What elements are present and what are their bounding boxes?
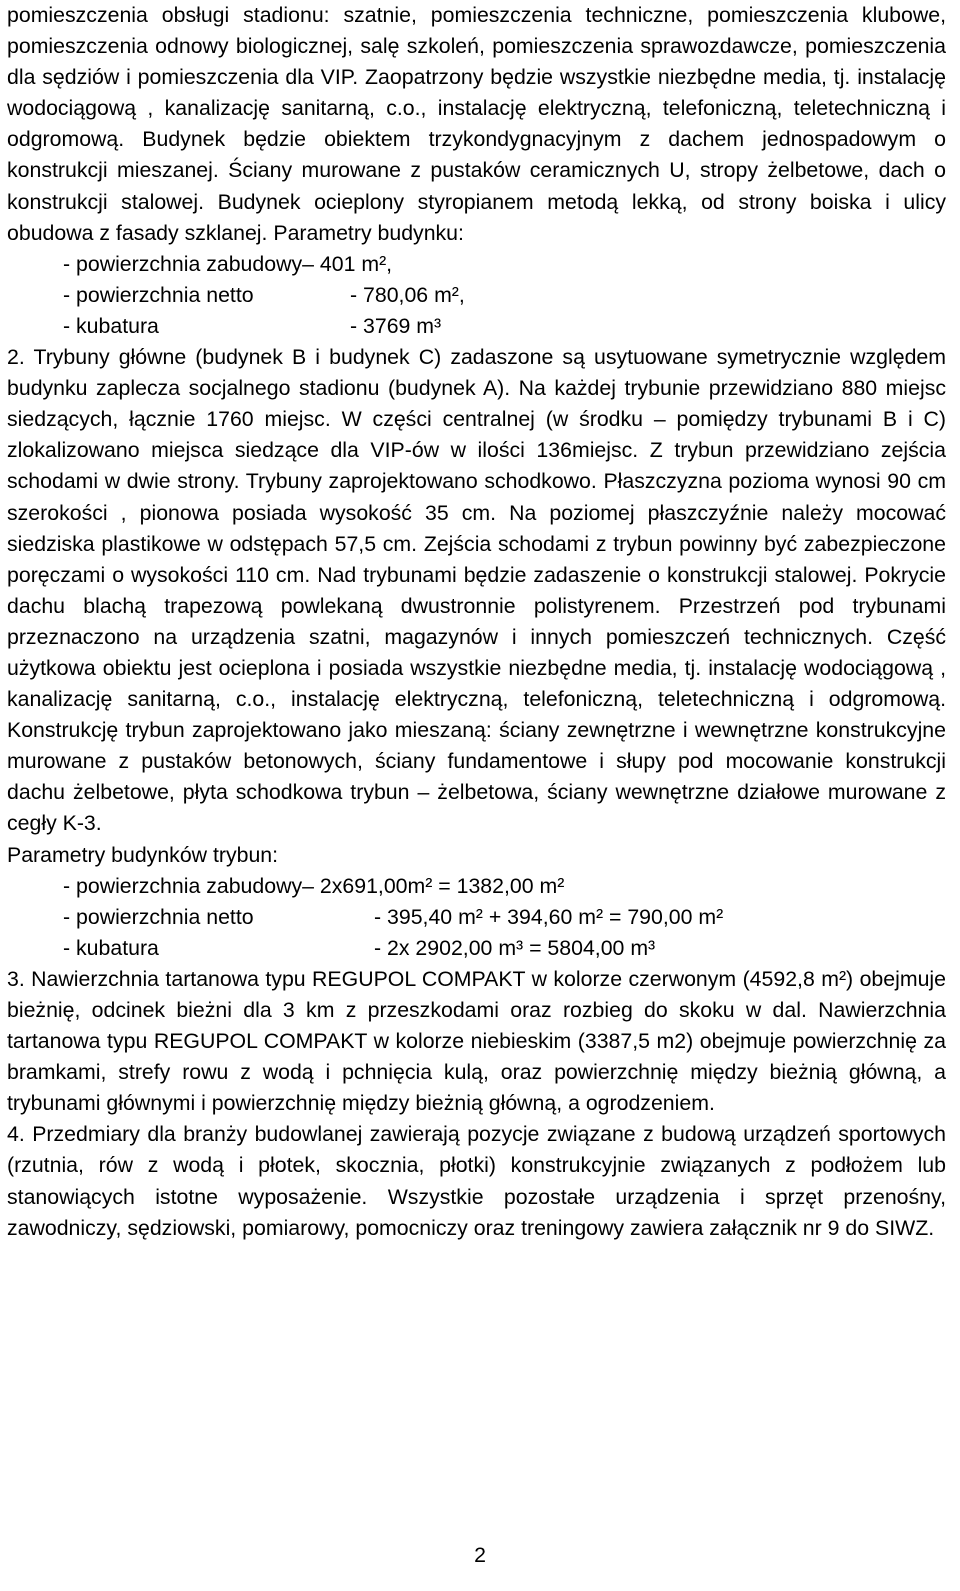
param-value: – 401 m², bbox=[302, 251, 393, 276]
grandstand-parameters-title: Parametry budynków trybun: bbox=[7, 842, 279, 867]
paragraph-bill-of-quantities: 4. Przedmiary dla branży budowlanej zawierają pozycje związane z budową urządzeń sportowych (rzutnia, rów z wodą i płotek, skocznia, płotki) konstrukcyjnie związanych z podłożem lub stanowiących istotne wyposażenie. Wszystkie pozostałe urządzenia i sprzęt przenośny, zawodniczy, sędziowski, pomiarowy, pomocniczy oraz treningowy zawiera załącznik nr 9 do SIWZ. bbox=[7, 1122, 946, 1240]
page-number: 2 bbox=[474, 1543, 486, 1567]
param-label: - powierzchnia zabudowy bbox=[63, 251, 303, 276]
param-row bbox=[7, 933, 946, 964]
param-value: - 2x 2902,00 m³ = 5804,00 m³ bbox=[374, 935, 656, 960]
param-value: – 2x691,00m² = 1382,00 m² bbox=[302, 873, 565, 898]
building-a-parameters bbox=[7, 249, 946, 342]
param-value: - 780,06 m², bbox=[350, 282, 465, 307]
param-label: - kubatura bbox=[63, 935, 159, 960]
param-row bbox=[7, 871, 946, 902]
param-value: - 395,40 m² + 394,60 m² = 790,00 m² bbox=[374, 904, 724, 929]
grandstand-parameters bbox=[7, 871, 946, 964]
param-row bbox=[7, 280, 946, 311]
paragraph-stadium-facilities: pomieszczenia obsługi stadionu: szatnie, pomieszczenia techniczne, pomieszczenia klubowe, pomieszczenia odnowy biologicznej, salę szkoleń, pomieszczenia sprawozdawcze, pomieszczenia dla sędziów i pomieszczenia dla VIP. Zaopatrzony będzie wszystkie niezbędne media, tj. instalację wodociągową , kanalizację sanitarną, c.o., instalację elektryczną, telefoniczną, teletechniczną i odgromową. Budynek będzie obiektem trzykondygnacyjnym z dachem jednospadowym o konstrukcji mieszanej. Ściany murowane z pustaków ceramicznych U, stropy żelbetowe, dach o konstrukcji stalowej. Budynek ocieplony styropianem metodą lekką, od strony boiska i ulicy obudowa z fasady szklanej. Parametry budynku: bbox=[7, 3, 946, 245]
paragraph-grandstands: 2. Trybuny główne (budynek B i budynek C) zadaszone są usytuowane symetrycznie względem budynku zaplecza socjalnego stadionu (budynek A). Na każdej trybunie przewidziano 880 miejsc siedzących, łącznie 1760 miejsc. W części centralnej (w środku – pomiędzy trybunami B i C) zlokalizowano miejsca siedzące dla VIP-ów w ilości 136miejsc. Z trybun przewidziano zejścia schodami w dwie strony. Trybuny zaprojektowano schodkowo. Płaszczyzna pozioma wynosi 90 cm szerokości , pionowa posiada wysokość 35 cm. Na poziomej płaszczyźnie należy mocować siedziska plastikowe w odstępach 57,5 cm. Zejścia schodami z trybun powinny być zabezpieczone poręczami o wysokości 110 cm. Nad trybunami będzie zadaszenie o konstrukcji stalowej. Pokrycie dachu blachą trapezową powlekaną dwustronnie polistyrenem. Przestrzeń pod trybunami przeznaczono na urządzenia szatni, magazynów i innych pomieszczeń technicznych. Część użytkowa obiektu jest ocieplona i posiada wszystkie niezbędne media, tj. instalację wodociągową , kanalizację sanitarną, c.o., instalację elektryczną, telefoniczną, teletechniczną i odgromową. Konstrukcję trybun zaprojektowano jako mieszaną: ściany zewnętrzne i wewnętrzne konstrukcyjne murowane z pustaków betonowych, ściany fundamentowe i słupy pod mocowanie konstrukcji dachu żelbetowe, płyta schodkowa trybun – żelbetowa, ściany wewnętrzne działowe murowane z cegły K-3. bbox=[7, 345, 946, 836]
param-label: - powierzchnia netto bbox=[63, 282, 254, 307]
param-row bbox=[7, 249, 946, 280]
param-label: - powierzchnia zabudowy bbox=[63, 873, 303, 898]
param-row bbox=[7, 902, 946, 933]
param-label: - powierzchnia netto bbox=[63, 904, 254, 929]
param-value: - 3769 m³ bbox=[350, 313, 442, 338]
paragraph-track-surface: 3. Nawierzchnia tartanowa typu REGUPOL COMPAKT w kolorze czerwonym (4592,8 m²) obejmuje bieżnię, odcinek bieżni dla 3 km z przeszkodami oraz rozbieg do skoku w dal. Nawierzchnia tartanowa typu REGUPOL COMPAKT w kolorze niebieskim (3387,5 m2) obejmuje powierzchnię za bramkami, strefy rowu z wodą i pchnięcia kulą, oraz powierzchnię między bieżnią główną, a trybunami głównymi i powierzchnię między bieżnią główną, a ogrodzeniem. bbox=[7, 966, 946, 1116]
param-row bbox=[7, 311, 946, 342]
param-label: - kubatura bbox=[63, 313, 159, 338]
